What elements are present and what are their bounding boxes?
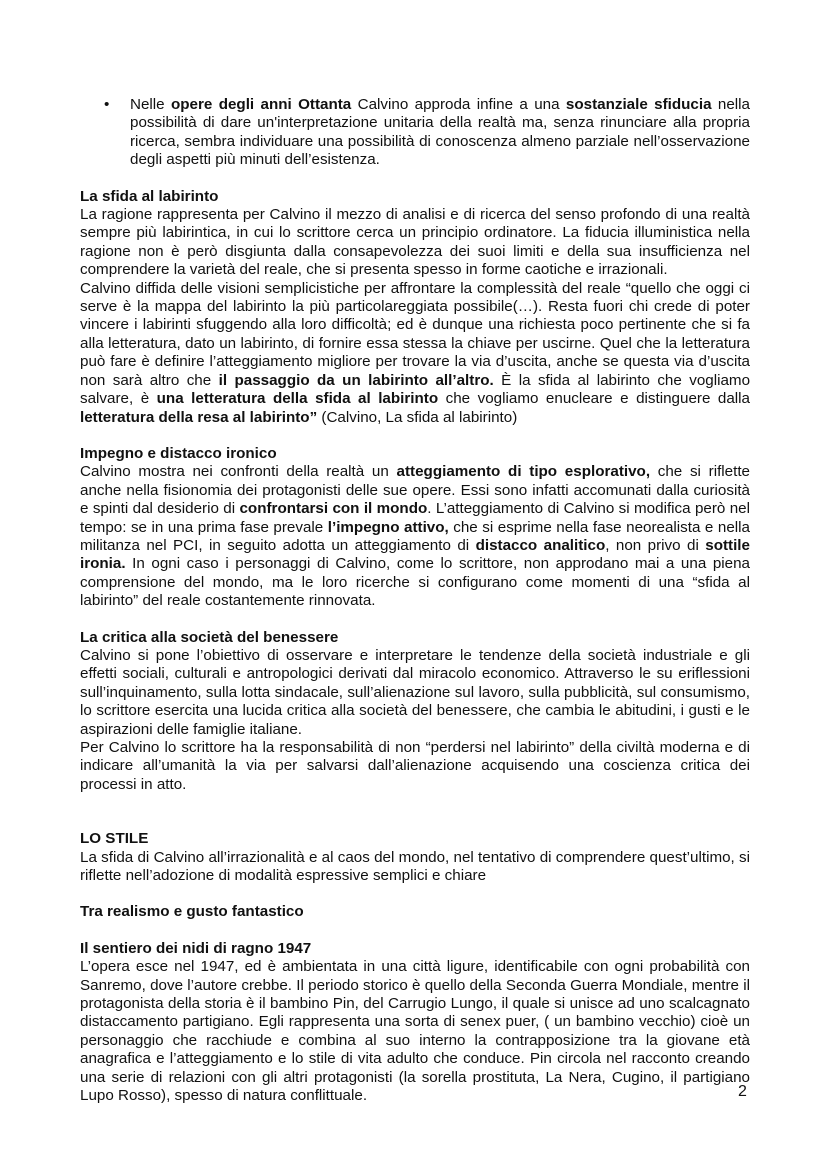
paragraph: La sfida di Calvino all’irrazionalità e al caos del mondo, nel tentativo di comprendere quest’ultimo, si riflette nell’adozione di modalità espressive semplici e chiare — [80, 848, 750, 885]
section-heading-labirinto: La sfida al labirinto — [80, 187, 219, 205]
page-number: 2 — [738, 1083, 747, 1100]
paragraph: Calvino diffida delle visioni semplicistiche per affrontare la complessità del reale “quello che oggi ci serve è la mappa del labirinto la più particolareggiata possibile(…). Resta fuori chi crede di poter vincere i labirinti sfuggendo alla loro difficoltà; ed è dunque una richiesta poco pertinente che si fa alla letteratura, dato un labirinto, di fornire essa stessa la chiave per uscirne. Quel che la letteratura può fare è definire l’atteggiamento migliore per trovare la via d’uscita, anche se questa via d’uscita non sarà altro che il passaggio da un labirinto all’altro. È la sfida al labirinto che vogliamo salvare, è una letteratura della sfida al labirinto che vogliamo enucleare e distinguere dalla letteratura della resa al labirinto” (Calvino, La sfida al labirinto) — [80, 279, 751, 426]
section-heading-stile: LO STILE — [80, 830, 149, 848]
bullet-icon: • — [104, 96, 110, 113]
paragraph: L’opera esce nel 1947, ed è ambientata in una città ligure, identificabile con ogni probabilità con Sanremo, dove l’autore crebbe. Il periodo storico è quello della Seconda Guerra Mondiale, mentre il protagonista della storia è il bambino Pin, del Carrugio Lungo, il quale si unisce ad uno scalcagnato distaccamento partigiano. Egli rappresenta una sorta di senex puer, ( un bambino vecchio) cioè un personaggio che racchiude e combina al suo interno la contrapposizione tra la giovane età anagrafica e l’atteggiamento e lo stile di vita adulto che conduce. Pin circola nel racconto creando una serie di relazioni con gli altri protagonisti (la sorella prostituta, La Nera, Cugino, il partigiano Lupo Rosso), spesso di natura conflittuale. — [80, 958, 750, 1105]
paragraph: Calvino mostra nei confronti della realtà un atteggiamento di tipo esplorativo, che si riflette anche nella fisionomia dei protagonisti delle sue opere. Essi sono infatti accomunati dalla curiosità e spinti dal desiderio di confrontarsi con il mondo. L’atteggiamento di Calvino si modifica però nel tempo: se in una prima fase prevale l’impegno attivo, che si esprime nella fase neorealista e nella militanza nel PCI, in seguito adotta un atteggiamento di distacco analitico, non privo di sottile ironia. In ogni caso i personaggi di Calvino, come lo scrittore, non approdano mai a una piena comprensione del mondo, ma le loro ricerche si configurano come momenti di una “sfida al labirinto” del reale costantemente rinnovata. — [80, 463, 750, 610]
paragraph: Calvino si pone l’obiettivo di osservare e interpretare le tendenze della società industriale e gli effetti sociali, culturali e antropologici derivati dal miracolo economico. Attraverso le su eriflessioni sull’inquinamento, sulla lotta sindacale, sull’alienazione sul lavoro, sulla pubblicità, sul consumismo, lo scrittore esercita una lucida critica alla società del benessere, che cambia le abitudini, i gusti e le aspirazioni delle famiglie italiane. — [80, 646, 750, 738]
section-heading-impegno: Impegno e distacco ironico — [80, 444, 277, 462]
document-page — [80, 96, 750, 1106]
paragraph: Per Calvino lo scrittore ha la responsabilità di non “perdersi nel labirinto” della civiltà moderna e di indicare all’umanità la via per salvarsi dall’alienazione acquisendo una coscienza critica dei processi in atto. — [80, 739, 750, 793]
section-heading-critica: La critica alla società del benessere — [80, 628, 339, 646]
paragraph: La ragione rappresenta per Calvino il mezzo di analisi e di ricerca del senso profondo di una realtà sempre più labirintica, in cui lo scrittore cerca un principio ordinatore. La fiducia illuministica nella ragione non è però disgiunta dalla consapevolezza dei suoi limiti e della sua insufficienza nel comprendere la varietà del reale, che si presenta spesso in forme caotiche e irrazionali. — [80, 206, 750, 279]
bullet-paragraph: • Nelle opere degli anni Ottanta Calvino approda infine a una sostanziale sfiducia nella possibilità di dare un'interpretazione unitaria della realtà ma, senza rinunciare alla propria ricerca, sembra individuare una possibilità di conoscenza almeno parziale nell’osservazione degli aspetti più minuti dell’esistenza. — [104, 96, 750, 169]
section-heading-sentiero: Il sentiero dei nidi di ragno 1947 — [80, 939, 312, 957]
section-heading-realismo: Tra realismo e gusto fantastico — [80, 903, 304, 921]
